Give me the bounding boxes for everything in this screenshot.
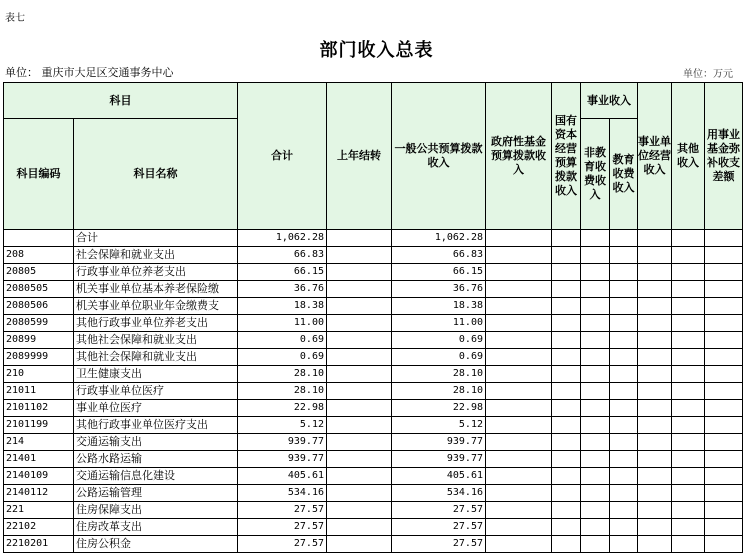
cell-total: 28.10 [238, 366, 327, 383]
cell-gov-fund [486, 400, 552, 417]
cell-prior-year-carryover [327, 485, 392, 502]
cell-other [672, 281, 705, 298]
cell-surplus [705, 468, 743, 485]
cell-total: 534.16 [238, 485, 327, 502]
cell-gov-fund [486, 451, 552, 468]
cell-surplus [705, 349, 743, 366]
cell-edu [610, 434, 638, 451]
cell-surplus [705, 536, 743, 553]
cell-other [672, 332, 705, 349]
cell-other [672, 434, 705, 451]
cell-total: 0.69 [238, 349, 327, 366]
cell-surplus [705, 434, 743, 451]
cell-gov-fund [486, 247, 552, 264]
cell-total: 27.57 [238, 502, 327, 519]
cell-state-capital [552, 502, 581, 519]
header-business-fund-surplus: 用事业基金弥补收支差额 [705, 83, 743, 230]
header-gov-fund-income: 政府性基金预算拨款收入 [486, 83, 552, 230]
cell-prior-year-carryover [327, 400, 392, 417]
table-row [4, 230, 743, 247]
cell-other [672, 383, 705, 400]
cell-other [672, 264, 705, 281]
cell-gov-fund [486, 519, 552, 536]
cell-subject-name: 机关事业单位基本养老保险缴 [74, 281, 238, 298]
cell-general-budget-income: 27.57 [392, 536, 486, 553]
cell-total: 11.00 [238, 315, 327, 332]
cell-prior-year-carryover [327, 383, 392, 400]
cell-general-budget-income: 28.10 [392, 383, 486, 400]
cell-non-edu [581, 264, 610, 281]
cell-subject-code: 21401 [4, 451, 74, 468]
cell-general-budget-income: 939.77 [392, 451, 486, 468]
header-general-budget-income: 一般公共预算拨款收入 [392, 83, 486, 230]
cell-subject-code: 214 [4, 434, 74, 451]
cell-edu [610, 264, 638, 281]
cell-non-edu [581, 434, 610, 451]
cell-prior-year-carryover [327, 519, 392, 536]
cell-non-edu [581, 366, 610, 383]
cell-state-capital [552, 281, 581, 298]
currency-unit-label: 单位：万元 [683, 69, 733, 80]
cell-non-edu [581, 383, 610, 400]
cell-unit-op [638, 281, 672, 298]
cell-state-capital [552, 451, 581, 468]
cell-prior-year-carryover [327, 451, 392, 468]
cell-general-budget-income: 5.12 [392, 417, 486, 434]
cell-subject-code: 2210201 [4, 536, 74, 553]
cell-gov-fund [486, 383, 552, 400]
cell-prior-year-carryover [327, 536, 392, 553]
cell-surplus [705, 383, 743, 400]
cell-subject-name: 机关事业单位职业年金缴费支 [74, 298, 238, 315]
cell-general-budget-income: 28.10 [392, 366, 486, 383]
cell-unit-op [638, 485, 672, 502]
cell-surplus [705, 366, 743, 383]
cell-edu [610, 468, 638, 485]
table-row [4, 315, 743, 332]
table-row [4, 247, 743, 264]
header-business-income: 事业收入 [581, 83, 638, 119]
cell-edu [610, 230, 638, 247]
cell-gov-fund [486, 332, 552, 349]
cell-other [672, 230, 705, 247]
cell-subject-code [4, 230, 74, 247]
cell-general-budget-income: 0.69 [392, 349, 486, 366]
cell-edu [610, 349, 638, 366]
cell-total: 66.15 [238, 264, 327, 281]
cell-other [672, 298, 705, 315]
cell-edu [610, 400, 638, 417]
cell-gov-fund [486, 349, 552, 366]
cell-unit-op [638, 315, 672, 332]
cell-edu [610, 502, 638, 519]
cell-surplus [705, 400, 743, 417]
cell-state-capital [552, 468, 581, 485]
cell-subject-name: 交通运输信息化建设 [74, 468, 238, 485]
cell-non-edu [581, 417, 610, 434]
cell-total: 27.57 [238, 536, 327, 553]
cell-non-edu [581, 451, 610, 468]
cell-other [672, 502, 705, 519]
cell-surplus [705, 451, 743, 468]
cell-general-budget-income: 0.69 [392, 332, 486, 349]
table-row [4, 332, 743, 349]
table-row [4, 383, 743, 400]
table-row [4, 502, 743, 519]
cell-gov-fund [486, 366, 552, 383]
cell-edu [610, 536, 638, 553]
cell-other [672, 519, 705, 536]
cell-state-capital [552, 298, 581, 315]
cell-other [672, 366, 705, 383]
cell-unit-op [638, 264, 672, 281]
cell-gov-fund [486, 468, 552, 485]
cell-subject-name: 其他社会保障和就业支出 [74, 349, 238, 366]
cell-subject-name: 公路水路运输 [74, 451, 238, 468]
cell-state-capital [552, 366, 581, 383]
cell-state-capital [552, 264, 581, 281]
cell-prior-year-carryover [327, 468, 392, 485]
cell-surplus [705, 519, 743, 536]
cell-gov-fund [486, 434, 552, 451]
cell-total: 5.12 [238, 417, 327, 434]
cell-surplus [705, 298, 743, 315]
cell-unit-op [638, 536, 672, 553]
cell-subject-code: 2140109 [4, 468, 74, 485]
cell-edu [610, 281, 638, 298]
cell-edu [610, 247, 638, 264]
cell-prior-year-carryover [327, 417, 392, 434]
cell-non-edu [581, 485, 610, 502]
cell-unit-op [638, 383, 672, 400]
table-row [4, 264, 743, 281]
table-row [4, 536, 743, 553]
cell-subject-name: 交通运输支出 [74, 434, 238, 451]
cell-other [672, 247, 705, 264]
cell-surplus [705, 230, 743, 247]
header-state-capital-income: 国有资本经营预算拨款收入 [552, 83, 581, 230]
cell-gov-fund [486, 298, 552, 315]
header-total: 合计 [238, 83, 327, 230]
cell-non-edu [581, 332, 610, 349]
cell-total: 0.69 [238, 332, 327, 349]
cell-non-edu [581, 519, 610, 536]
cell-gov-fund [486, 417, 552, 434]
cell-general-budget-income: 22.98 [392, 400, 486, 417]
cell-general-budget-income: 66.15 [392, 264, 486, 281]
header-subject: 科目 [4, 83, 238, 119]
cell-subject-code: 2101199 [4, 417, 74, 434]
cell-unit-op [638, 366, 672, 383]
cell-state-capital [552, 485, 581, 502]
cell-unit-op [638, 400, 672, 417]
cell-gov-fund [486, 536, 552, 553]
cell-subject-code: 221 [4, 502, 74, 519]
cell-subject-code: 208 [4, 247, 74, 264]
cell-edu [610, 519, 638, 536]
cell-subject-name: 住房改革支出 [74, 519, 238, 536]
cell-other [672, 417, 705, 434]
cell-total: 27.57 [238, 519, 327, 536]
cell-general-budget-income: 534.16 [392, 485, 486, 502]
cell-subject-name: 其他行政事业单位医疗支出 [74, 417, 238, 434]
cell-surplus [705, 315, 743, 332]
cell-prior-year-carryover [327, 264, 392, 281]
cell-subject-name: 社会保障和就业支出 [74, 247, 238, 264]
cell-state-capital [552, 383, 581, 400]
cell-unit-op [638, 298, 672, 315]
cell-non-edu [581, 349, 610, 366]
cell-non-edu [581, 502, 610, 519]
cell-unit-op [638, 349, 672, 366]
cell-gov-fund [486, 281, 552, 298]
header-other-income: 其他收入 [672, 83, 705, 230]
cell-edu [610, 383, 638, 400]
cell-non-edu [581, 315, 610, 332]
cell-non-edu [581, 536, 610, 553]
cell-subject-code: 2080506 [4, 298, 74, 315]
cell-unit-op [638, 332, 672, 349]
header-subject-code: 科目编码 [4, 119, 74, 230]
cell-edu [610, 451, 638, 468]
cell-state-capital [552, 519, 581, 536]
cell-edu [610, 315, 638, 332]
cell-gov-fund [486, 502, 552, 519]
unit-organization-label: 单位： 重庆市大足区交通事务中心 [5, 66, 174, 79]
cell-other [672, 400, 705, 417]
cell-edu [610, 485, 638, 502]
header-education-fees: 教育收费收入 [610, 119, 638, 230]
cell-state-capital [552, 434, 581, 451]
header-unit-operating-income: 事业单位经营收入 [638, 83, 672, 230]
cell-prior-year-carryover [327, 349, 392, 366]
cell-subject-name: 行政事业单位养老支出 [74, 264, 238, 281]
cell-prior-year-carryover [327, 315, 392, 332]
cell-subject-name: 事业单位医疗 [74, 400, 238, 417]
table-row [4, 519, 743, 536]
cell-edu [610, 332, 638, 349]
cell-surplus [705, 485, 743, 502]
cell-other [672, 468, 705, 485]
cell-unit-op [638, 502, 672, 519]
cell-edu [610, 417, 638, 434]
cell-general-budget-income: 36.76 [392, 281, 486, 298]
cell-subject-name: 行政事业单位医疗 [74, 383, 238, 400]
cell-surplus [705, 264, 743, 281]
cell-surplus [705, 502, 743, 519]
cell-subject-code: 20899 [4, 332, 74, 349]
cell-prior-year-carryover [327, 230, 392, 247]
cell-unit-op [638, 451, 672, 468]
cell-subject-code: 22102 [4, 519, 74, 536]
cell-other [672, 349, 705, 366]
cell-edu [610, 366, 638, 383]
cell-prior-year-carryover [327, 281, 392, 298]
table-row [4, 298, 743, 315]
cell-prior-year-carryover [327, 298, 392, 315]
cell-total: 36.76 [238, 281, 327, 298]
cell-state-capital [552, 536, 581, 553]
cell-non-edu [581, 400, 610, 417]
cell-total: 66.83 [238, 247, 327, 264]
header-non-education-fees: 非教育收费收入 [581, 119, 610, 230]
cell-subject-code: 2140112 [4, 485, 74, 502]
cell-subject-name: 其他行政事业单位养老支出 [74, 315, 238, 332]
cell-subject-name: 其他社会保障和就业支出 [74, 332, 238, 349]
cell-subject-name: 卫生健康支出 [74, 366, 238, 383]
cell-subject-name: 合计 [74, 230, 238, 247]
cell-total: 18.38 [238, 298, 327, 315]
cell-other [672, 485, 705, 502]
cell-unit-op [638, 434, 672, 451]
cell-non-edu [581, 468, 610, 485]
cell-unit-op [638, 519, 672, 536]
cell-prior-year-carryover [327, 366, 392, 383]
cell-unit-op [638, 468, 672, 485]
cell-general-budget-income: 66.83 [392, 247, 486, 264]
cell-state-capital [552, 349, 581, 366]
cell-other [672, 315, 705, 332]
cell-prior-year-carryover [327, 434, 392, 451]
cell-prior-year-carryover [327, 332, 392, 349]
cell-surplus [705, 417, 743, 434]
cell-general-budget-income: 1,062.28 [392, 230, 486, 247]
cell-state-capital [552, 315, 581, 332]
cell-general-budget-income: 11.00 [392, 315, 486, 332]
header-subject-name: 科目名称 [74, 119, 238, 230]
table-row [4, 400, 743, 417]
table-row [4, 281, 743, 298]
cell-subject-code: 20805 [4, 264, 74, 281]
cell-gov-fund [486, 485, 552, 502]
cell-general-budget-income: 27.57 [392, 519, 486, 536]
table-row [4, 485, 743, 502]
table-row [4, 451, 743, 468]
cell-state-capital [552, 417, 581, 434]
cell-subject-code: 2080599 [4, 315, 74, 332]
cell-total: 939.77 [238, 434, 327, 451]
cell-total: 405.61 [238, 468, 327, 485]
cell-subject-name: 公路运输管理 [74, 485, 238, 502]
cell-subject-code: 210 [4, 366, 74, 383]
cell-state-capital [552, 230, 581, 247]
cell-unit-op [638, 247, 672, 264]
cell-general-budget-income: 18.38 [392, 298, 486, 315]
cell-gov-fund [486, 264, 552, 281]
page-title: 部门收入总表 [319, 40, 434, 61]
cell-total: 22.98 [238, 400, 327, 417]
cell-state-capital [552, 332, 581, 349]
cell-subject-code: 21011 [4, 383, 74, 400]
cell-surplus [705, 247, 743, 264]
income-summary-table [3, 82, 743, 553]
cell-subject-name: 住房公积金 [74, 536, 238, 553]
cell-edu [610, 298, 638, 315]
table-number-label: 表七 [5, 13, 25, 24]
cell-subject-code: 2101102 [4, 400, 74, 417]
cell-unit-op [638, 230, 672, 247]
cell-non-edu [581, 281, 610, 298]
cell-prior-year-carryover [327, 247, 392, 264]
cell-general-budget-income: 27.57 [392, 502, 486, 519]
cell-subject-code: 2080505 [4, 281, 74, 298]
cell-other [672, 536, 705, 553]
cell-state-capital [552, 247, 581, 264]
cell-prior-year-carryover [327, 502, 392, 519]
table-row [4, 366, 743, 383]
cell-non-edu [581, 230, 610, 247]
cell-subject-name: 住房保障支出 [74, 502, 238, 519]
cell-surplus [705, 281, 743, 298]
cell-total: 1,062.28 [238, 230, 327, 247]
cell-total: 939.77 [238, 451, 327, 468]
cell-gov-fund [486, 315, 552, 332]
cell-subject-code: 2089999 [4, 349, 74, 366]
cell-general-budget-income: 405.61 [392, 468, 486, 485]
cell-total: 28.10 [238, 383, 327, 400]
cell-non-edu [581, 298, 610, 315]
cell-general-budget-income: 939.77 [392, 434, 486, 451]
table-row [4, 434, 743, 451]
cell-gov-fund [486, 230, 552, 247]
table-row [4, 349, 743, 366]
cell-other [672, 451, 705, 468]
cell-surplus [705, 332, 743, 349]
header-prior-year-carryover: 上年结转 [327, 83, 392, 230]
cell-non-edu [581, 247, 610, 264]
cell-unit-op [638, 417, 672, 434]
cell-state-capital [552, 400, 581, 417]
table-row [4, 468, 743, 485]
table-row [4, 417, 743, 434]
